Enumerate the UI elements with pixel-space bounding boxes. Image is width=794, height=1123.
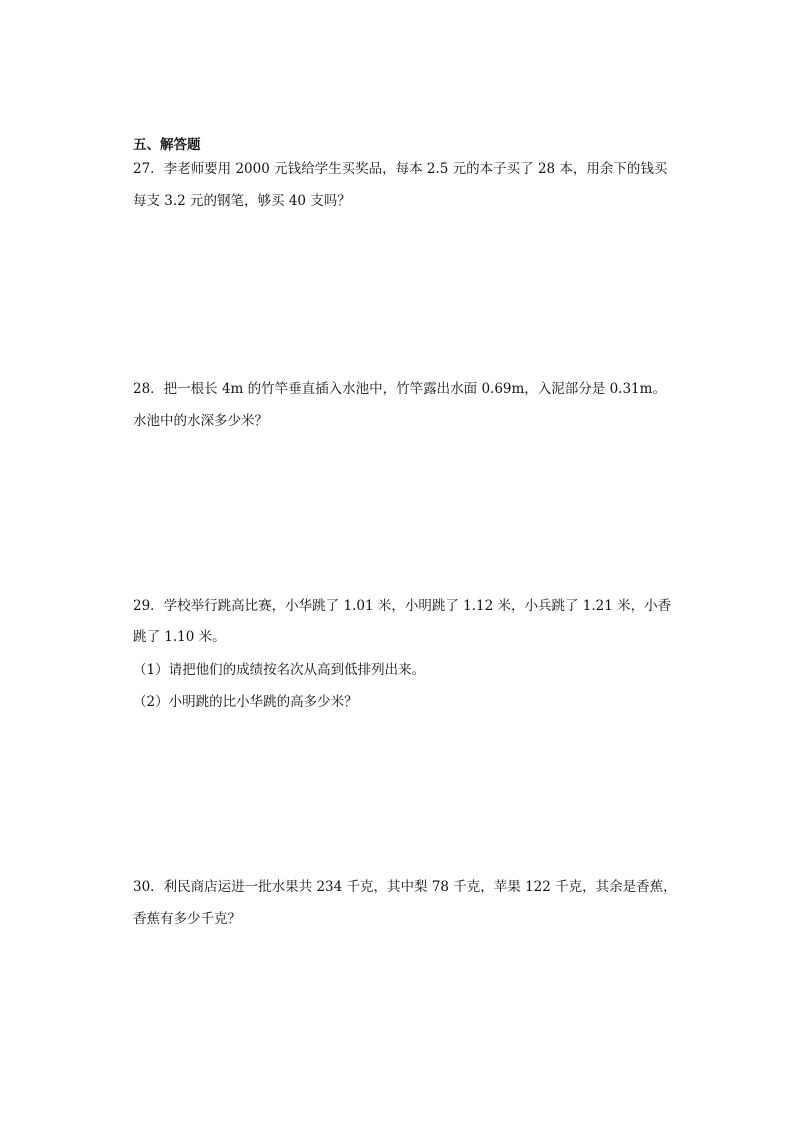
section-title: 五、解答题 xyxy=(133,137,201,153)
question-29-line-2: 跳了 1.10 米。 xyxy=(133,629,226,645)
question-27-line-1: 27．李老师要用 2000 元钱给学生买奖品，每本 2.5 元的本子买了 28 本，用余下的钱买 xyxy=(133,161,668,177)
question-30-line-2: 香蕉有多少千克？ xyxy=(133,911,241,927)
question-27-line-2: 每支 3.2 元的钢笔，够买 40 支吗？ xyxy=(133,193,351,209)
question-28-line-2: 水池中的水深多少米？ xyxy=(133,413,268,429)
question-29-line-1: 29．学校举行跳高比赛，小华跳了 1.01 米，小明跳了 1.12 米，小兵跳了 1.21 米，小香 xyxy=(133,598,672,614)
question-29-subquestion-2: （2）小明跳的比小华跳的高多少米？ xyxy=(133,694,358,710)
question-29-subquestion-1: （1）请把他们的成绩按名次从高到低排列出来。 xyxy=(133,662,426,678)
question-28-line-1: 28．把一根长 4m 的竹竿垂直插入水池中，竹竿露出水面 0.69m，入泥部分是 0.31m。 xyxy=(133,381,666,397)
question-30-line-1: 30．利民商店运进一批水果共 234 千克，其中梨 78 千克，苹果 122 千克，其余是香蕉， xyxy=(133,879,677,895)
